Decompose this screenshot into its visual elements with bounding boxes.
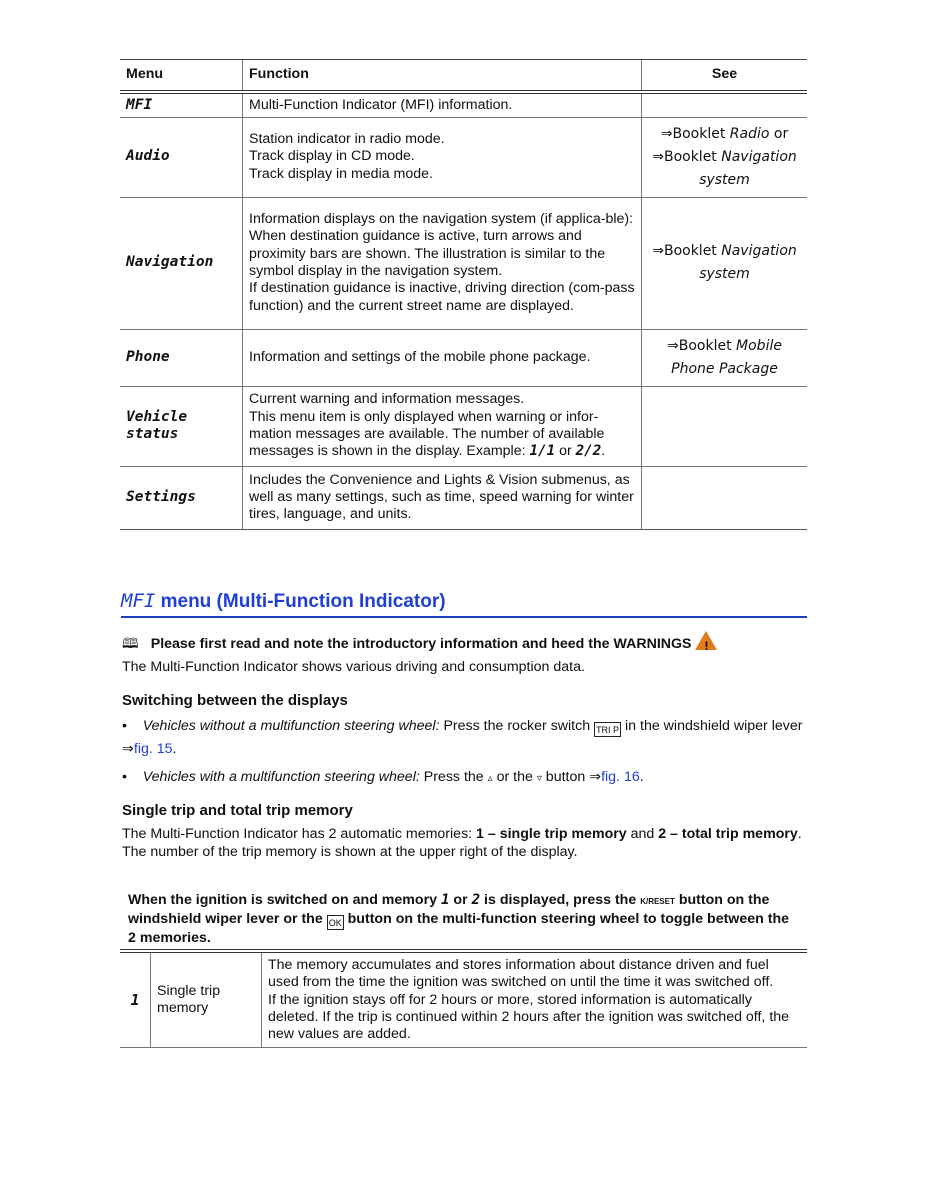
menu-name: Navigation xyxy=(120,197,243,329)
text: button on the multi-function steering wheel to toggle between the 2 memories. xyxy=(128,910,790,946)
memory-description xyxy=(262,951,808,1048)
function-line: Track display in media mode. xyxy=(249,165,433,182)
function-line: Information displays on the navigation system (if applica-ble): xyxy=(249,211,634,228)
table-row xyxy=(120,951,807,1048)
booklet-link[interactable]: Navigation system xyxy=(699,243,797,282)
memory-table xyxy=(120,949,807,1048)
function-line: When destination guidance is active, turn arrows and proximity bars are shown. The illustration is similar to the symbol display in the navigation system. xyxy=(249,228,606,279)
desc-line: If the ignition stays off for 2 hours or more, stored information is automatically deleted. If the trip is continued within 2 hours after the ignition was switched off, the new values are added. xyxy=(268,991,790,1043)
table-row xyxy=(120,117,807,197)
table-header xyxy=(120,60,807,93)
text: 2 xyxy=(471,892,481,908)
function-text: Information and settings of the mobile phone package. xyxy=(243,329,642,386)
fig-16-link[interactable]: fig. 16 xyxy=(601,769,640,785)
function-line: This menu item is only displayed when warning or infor-mation messages are available. The number of available messages is shown in the display. Example: xyxy=(249,408,605,460)
ref-prefix: ⇒Booklet xyxy=(667,337,737,354)
table-row xyxy=(120,329,807,386)
function-text: Multi-Function Indicator (MFI) information. xyxy=(243,92,642,117)
function-text xyxy=(243,197,642,329)
table-row xyxy=(120,386,807,466)
function-line: Track display in CD mode. xyxy=(249,148,415,165)
header-menu: Menu xyxy=(120,60,243,93)
function-text: Current warning and information messages. This menu item is only displayed when warning or infor-mation messages are available. The number of available messages is shown in the display. Example: 1/1 or 2/2. xyxy=(243,386,642,466)
notice xyxy=(122,631,812,656)
example-value: 2/2 xyxy=(575,443,602,460)
memory-number: 1 xyxy=(120,951,151,1048)
ref-suffix: or xyxy=(769,125,789,142)
ref-prefix: ⇒Booklet xyxy=(660,125,730,142)
trip-paragraph xyxy=(122,826,812,861)
example-value: 1/1 xyxy=(529,443,556,460)
heading-text: menu (Multi-Function Indicator) xyxy=(155,591,446,612)
bullet-text: Press the rocker switch xyxy=(439,718,595,734)
booklet-link[interactable]: Mobile Phone Package xyxy=(671,337,782,377)
function-text: Includes the Convenience and Lights & Vision submenus, as well as many settings, such as time, speed warning for winter tires, language, and units. xyxy=(243,466,642,529)
see-ref xyxy=(642,329,808,386)
text: . The number of the trip memory is shown at the upper right of the display. xyxy=(122,826,802,860)
menu-table xyxy=(120,59,807,530)
desc-line: The memory accumulates and stores information about distance driven and fuel used from the time the ignition was switched on until the time it was switched off. xyxy=(268,957,774,991)
menu-name: Audio xyxy=(120,117,243,197)
trip-key-icon: TRI P xyxy=(594,722,621,737)
menu-name: MFI xyxy=(120,92,243,117)
bullet-2: • Vehicles with a multifunction steering wheel: Press the ▵ or the ▿ button ⇒fig. 16. xyxy=(122,769,644,785)
table-row xyxy=(120,466,807,529)
text: button on the windshield wiper lever or the xyxy=(128,892,770,927)
fig-15-link[interactable]: fig. 15 xyxy=(133,741,173,757)
ref-prefix: ⇒Booklet xyxy=(652,148,722,165)
up-arrow-icon: ▵ xyxy=(487,773,493,784)
example-or: or xyxy=(559,443,572,460)
menu-name: Vehicle status xyxy=(120,386,243,466)
intro-text: The Multi-Function Indicator shows various driving and consumption data. xyxy=(122,659,585,675)
see-ref xyxy=(642,386,808,466)
ok-key-icon: OK xyxy=(327,915,344,930)
subheading-switching: Switching between the displays xyxy=(122,692,348,709)
reset-key-icon: K/RESET xyxy=(640,897,675,906)
text: is displayed, press the xyxy=(480,892,641,908)
memory-name: Single trip memory xyxy=(151,951,262,1048)
text: 2 – total trip memory xyxy=(658,826,798,842)
booklet-link[interactable]: Navigation system xyxy=(699,148,797,188)
text: and xyxy=(626,826,659,842)
see-ref xyxy=(642,197,808,329)
see-ref xyxy=(642,466,808,529)
instruction xyxy=(128,892,798,947)
menu-name: Phone xyxy=(120,329,243,386)
warning-triangle-icon xyxy=(695,631,717,650)
heading-mono: MFI xyxy=(121,590,156,612)
bullet-text: in the windshield wiper lever ⇒ xyxy=(122,718,803,757)
header-function: Function xyxy=(243,60,642,93)
text: When the ignition is switched on and memory xyxy=(128,892,441,908)
table-row xyxy=(120,92,807,117)
function-line: Station indicator in radio mode. xyxy=(249,131,445,148)
text: 1 – single trip memory xyxy=(476,826,627,842)
text: or xyxy=(449,892,472,908)
notice-text: Please first read and note the introductory information and heed the WARNINGS xyxy=(150,636,692,652)
bullet-italic: Vehicles with a multifunction steering wheel: xyxy=(142,769,420,785)
ref-prefix: ⇒Booklet xyxy=(652,243,722,259)
section-heading xyxy=(121,590,807,618)
bullet-text: or the xyxy=(492,769,537,785)
text: The Multi-Function Indicator has 2 automatic memories: xyxy=(122,826,477,842)
table-row xyxy=(120,197,807,329)
bullet-text: Press the xyxy=(419,769,488,785)
bullet-italic: Vehicles without a multifunction steering wheel: xyxy=(142,718,440,734)
booklet-link[interactable]: Radio xyxy=(729,125,770,142)
menu-name: Settings xyxy=(120,466,243,529)
see-ref xyxy=(642,92,808,117)
function-text xyxy=(243,117,642,197)
function-line: Current warning and information messages. xyxy=(249,391,525,408)
bullet-1: • Vehicles without a multifunction steering wheel: Press the rocker switch TRI P in the windshield wiper lever ⇒fig. 15. xyxy=(122,718,803,757)
text: 1 xyxy=(440,892,450,908)
see-ref xyxy=(642,117,808,197)
bullet-text: button ⇒ xyxy=(541,769,602,785)
book-icon: 🕮 xyxy=(122,636,139,652)
down-arrow-icon: ▿ xyxy=(536,773,542,784)
function-line: If destination guidance is inactive, driving direction (com-pass function) and the current street name are displayed. xyxy=(249,280,635,314)
subheading-trip: Single trip and total trip memory xyxy=(122,802,353,819)
header-see: See xyxy=(642,60,808,93)
